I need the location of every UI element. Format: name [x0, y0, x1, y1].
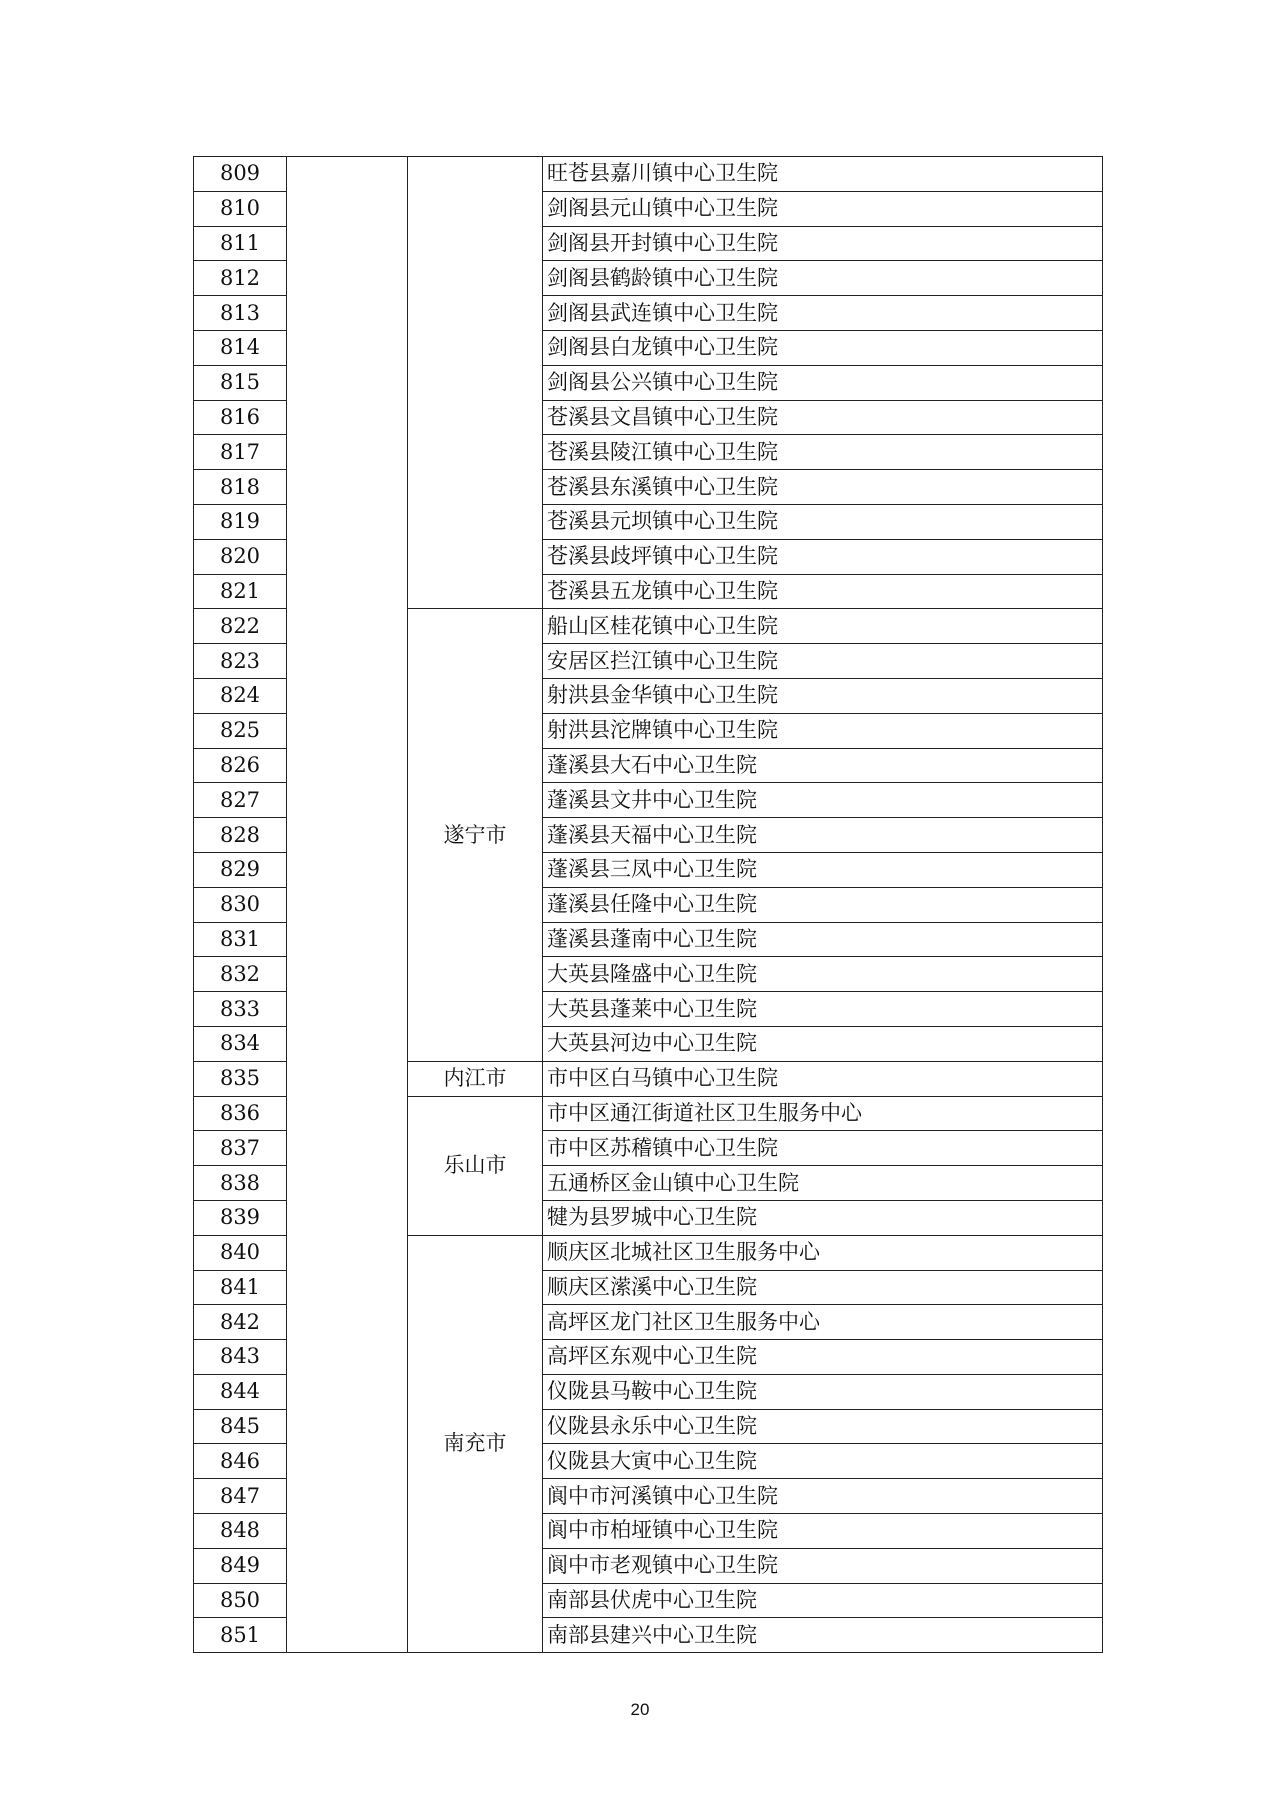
facility-name-cell: 蓬溪县三凤中心卫生院 [543, 852, 1103, 887]
facility-name-cell: 顺庆区潆溪中心卫生院 [543, 1270, 1103, 1305]
facility-name-cell: 高坪区龙门社区卫生服务中心 [543, 1305, 1103, 1340]
facility-name-cell: 射洪县沱牌镇中心卫生院 [543, 713, 1103, 748]
row-number-cell: 851 [194, 1618, 287, 1653]
row-number-cell: 840 [194, 1235, 287, 1270]
row-number-cell: 843 [194, 1340, 287, 1375]
facility-name-cell: 阆中市河溪镇中心卫生院 [543, 1479, 1103, 1514]
row-number-cell: 835 [194, 1061, 287, 1096]
row-number-cell: 849 [194, 1548, 287, 1583]
row-number-cell: 844 [194, 1374, 287, 1409]
row-number-cell: 815 [194, 365, 287, 400]
row-number-cell: 826 [194, 748, 287, 783]
row-number-cell: 825 [194, 713, 287, 748]
row-number-cell: 830 [194, 887, 287, 922]
row-number-cell: 834 [194, 1026, 287, 1061]
facility-name-cell: 旺苍县嘉川镇中心卫生院 [543, 157, 1103, 192]
row-number-cell: 846 [194, 1444, 287, 1479]
row-number-cell: 831 [194, 922, 287, 957]
row-number-cell: 839 [194, 1200, 287, 1235]
facility-name-cell: 蓬溪县大石中心卫生院 [543, 748, 1103, 783]
facility-name-cell: 苍溪县元坝镇中心卫生院 [543, 504, 1103, 539]
facility-name-cell: 蓬溪县蓬南中心卫生院 [543, 922, 1103, 957]
page-number: 20 [630, 1700, 650, 1719]
row-number-cell: 842 [194, 1305, 287, 1340]
facility-table-body [194, 157, 1103, 1653]
row-number-cell: 818 [194, 470, 287, 505]
facility-name-cell: 剑阁县白龙镇中心卫生院 [543, 330, 1103, 365]
facility-name-cell: 南部县伏虎中心卫生院 [543, 1583, 1103, 1618]
facility-table [193, 156, 1103, 1653]
facility-name-cell: 蓬溪县文井中心卫生院 [543, 783, 1103, 818]
row-number-cell: 820 [194, 539, 287, 574]
row-number-cell: 810 [194, 191, 287, 226]
facility-name-cell: 剑阁县武连镇中心卫生院 [543, 296, 1103, 331]
facility-name-cell: 大英县隆盛中心卫生院 [543, 957, 1103, 992]
row-number-cell: 823 [194, 644, 287, 679]
facility-name-cell: 蓬溪县任隆中心卫生院 [543, 887, 1103, 922]
row-number-cell: 813 [194, 296, 287, 331]
row-number-cell: 814 [194, 330, 287, 365]
table-row [194, 157, 1103, 192]
facility-name-cell: 剑阁县元山镇中心卫生院 [543, 191, 1103, 226]
row-number-cell: 848 [194, 1514, 287, 1549]
row-number-cell: 850 [194, 1583, 287, 1618]
row-number-cell: 821 [194, 574, 287, 609]
facility-name-cell: 顺庆区北城社区卫生服务中心 [543, 1235, 1103, 1270]
facility-name-cell: 苍溪县陵江镇中心卫生院 [543, 435, 1103, 470]
city-cell-nanchong: 南充市 [408, 1235, 543, 1653]
row-number-cell: 836 [194, 1096, 287, 1131]
facility-name-cell: 蓬溪县天福中心卫生院 [543, 818, 1103, 853]
facility-name-cell: 市中区苏稽镇中心卫生院 [543, 1131, 1103, 1166]
facility-name-cell: 五通桥区金山镇中心卫生院 [543, 1166, 1103, 1201]
facility-name-cell: 高坪区东观中心卫生院 [543, 1340, 1103, 1375]
facility-name-cell: 南部县建兴中心卫生院 [543, 1618, 1103, 1653]
row-number-cell: 829 [194, 852, 287, 887]
row-number-cell: 841 [194, 1270, 287, 1305]
facility-name-cell: 市中区通江街道社区卫生服务中心 [543, 1096, 1103, 1131]
row-number-cell: 845 [194, 1409, 287, 1444]
facility-name-cell: 剑阁县开封镇中心卫生院 [543, 226, 1103, 261]
facility-name-cell: 阆中市柏垭镇中心卫生院 [543, 1514, 1103, 1549]
row-number-cell: 812 [194, 261, 287, 296]
row-number-cell: 819 [194, 504, 287, 539]
facility-name-cell: 射洪县金华镇中心卫生院 [543, 678, 1103, 713]
row-number-cell: 838 [194, 1166, 287, 1201]
facility-name-cell: 苍溪县东溪镇中心卫生院 [543, 470, 1103, 505]
facility-name-cell: 犍为县罗城中心卫生院 [543, 1200, 1103, 1235]
row-number-cell: 822 [194, 609, 287, 644]
row-number-cell: 832 [194, 957, 287, 992]
row-number-cell: 837 [194, 1131, 287, 1166]
facility-name-cell: 安居区拦江镇中心卫生院 [543, 644, 1103, 679]
facility-name-cell: 剑阁县鹤龄镇中心卫生院 [543, 261, 1103, 296]
province-cell [287, 157, 408, 1653]
facility-name-cell: 剑阁县公兴镇中心卫生院 [543, 365, 1103, 400]
facility-name-cell: 大英县蓬莱中心卫生院 [543, 992, 1103, 1027]
city-cell-suining: 遂宁市 [408, 609, 543, 1061]
facility-name-cell: 苍溪县歧坪镇中心卫生院 [543, 539, 1103, 574]
row-number-cell: 828 [194, 818, 287, 853]
row-number-cell: 827 [194, 783, 287, 818]
row-number-cell: 817 [194, 435, 287, 470]
row-number-cell: 811 [194, 226, 287, 261]
city-cell-neijiang: 内江市 [408, 1061, 543, 1096]
facility-name-cell: 阆中市老观镇中心卫生院 [543, 1548, 1103, 1583]
facility-name-cell: 仪陇县大寅中心卫生院 [543, 1444, 1103, 1479]
row-number-cell: 824 [194, 678, 287, 713]
row-number-cell: 833 [194, 992, 287, 1027]
facility-name-cell: 仪陇县永乐中心卫生院 [543, 1409, 1103, 1444]
facility-name-cell: 苍溪县文昌镇中心卫生院 [543, 400, 1103, 435]
row-number-cell: 847 [194, 1479, 287, 1514]
row-number-cell: 816 [194, 400, 287, 435]
city-cell-leshan: 乐山市 [408, 1096, 543, 1235]
city-cell [408, 157, 543, 609]
facility-name-cell: 仪陇县马鞍中心卫生院 [543, 1374, 1103, 1409]
facility-name-cell: 市中区白马镇中心卫生院 [543, 1061, 1103, 1096]
facility-name-cell: 大英县河边中心卫生院 [543, 1026, 1103, 1061]
row-number-cell: 809 [194, 157, 287, 192]
facility-name-cell: 船山区桂花镇中心卫生院 [543, 609, 1103, 644]
facility-name-cell: 苍溪县五龙镇中心卫生院 [543, 574, 1103, 609]
